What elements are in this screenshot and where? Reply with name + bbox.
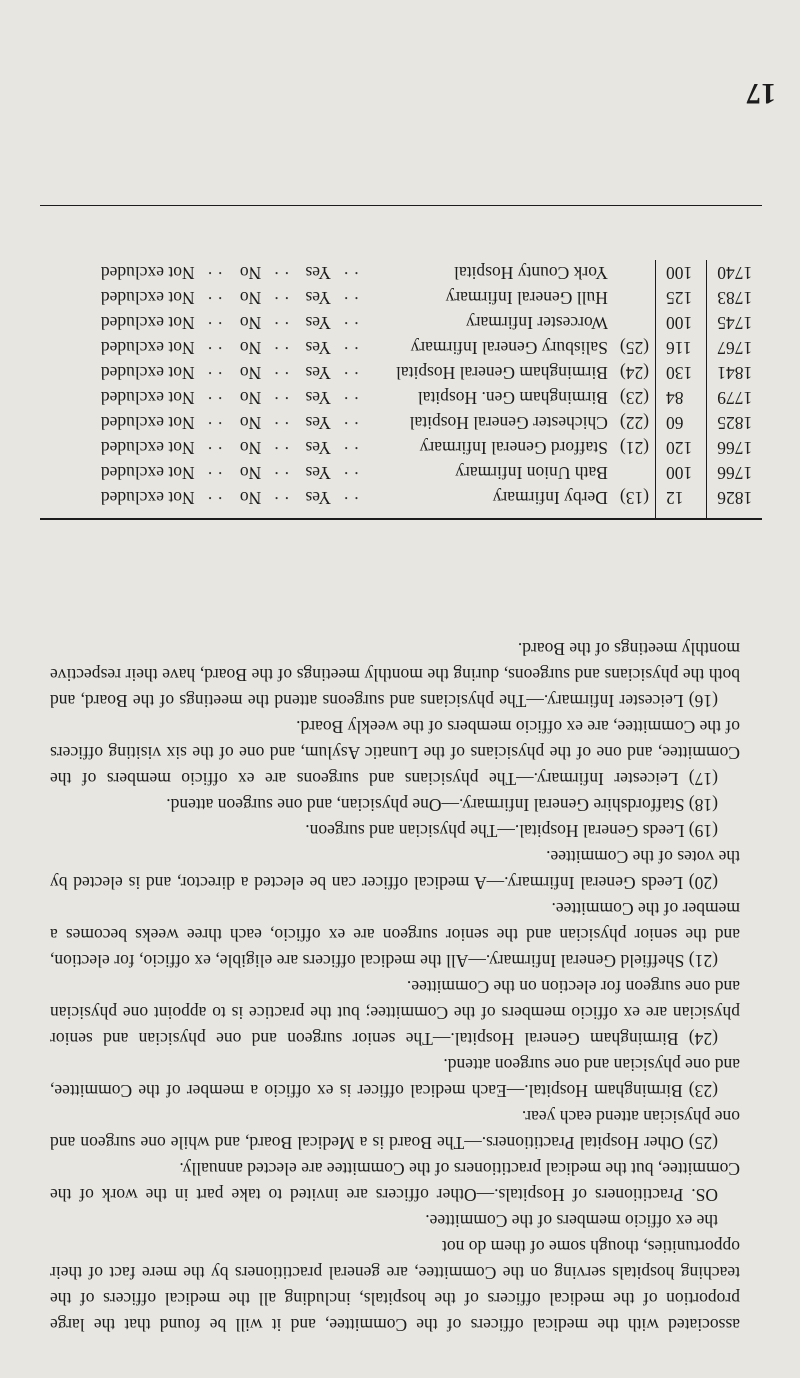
hospital-name-cell: Birmingham General Hospital [395, 363, 608, 383]
leader-dots: · · [273, 388, 290, 408]
status-cell: Not excluded [100, 288, 195, 308]
table-top-rule [40, 518, 762, 520]
table-row [41, 460, 763, 485]
leader-dots: · · [207, 338, 224, 358]
status-cell: Not excluded [100, 363, 195, 383]
leader-dots: · · [343, 463, 360, 483]
leader-dots: · · [207, 488, 224, 508]
paragraph: OS. Practitioners of Hospitals.—Other officers are invited to take part in the work of the Committee, but the medical practitioners of the Committee are elected annually. [50, 1159, 740, 1205]
status-cell: Not excluded [100, 388, 195, 408]
leader-dots: · · [207, 388, 224, 408]
count-cell: 100 [656, 310, 707, 335]
status-cell: Not excluded [100, 463, 195, 483]
no-cell: (24) [619, 363, 650, 383]
paragraph: (18) Staffordshire General Infirmary.—One physician, and one surgeon attend. [166, 795, 718, 815]
leader-dots: · · [273, 263, 290, 283]
answer-cell: No [239, 313, 262, 333]
table-row [41, 310, 763, 335]
status-cell: Not excluded [100, 263, 195, 283]
leader-dots: · · [343, 288, 360, 308]
no-cell: (22) [619, 413, 650, 433]
answer-cell: Yes [305, 363, 331, 383]
year-cell: 1766 [707, 435, 762, 460]
no-cell [614, 310, 656, 335]
count-cell: 125 [656, 285, 707, 310]
answer-cell: Yes [305, 263, 331, 283]
count-cell: 60 [656, 410, 707, 435]
hospital-name-cell: York County Hospital [454, 263, 608, 283]
answer-cell: Yes [305, 388, 331, 408]
answer-cell: Yes [305, 463, 331, 483]
paragraph: (24) Birmingham General Hospital.—The senior surgeon and one physician and senior physician are ex officio members of the Committee; but the practice is to appoint one physician and one surgeon for election on the Committee. [50, 977, 740, 1049]
leader-dots: · · [343, 263, 360, 283]
paragraph: (21) Sheffield General Infirmary.—All the medical officers are eligible, ex officio, for election, and the senior physician and the senior surgeon are ex officio, each three weeks becomes a member of the Committee. [50, 899, 740, 971]
hospital-name-cell: Stafford General Infirmary [419, 438, 608, 458]
year-cell: 1779 [707, 385, 762, 410]
leader-dots: · · [343, 488, 360, 508]
paragraph: associated with the medical officers of the Committee, and it will be found that the large proportion of the medical officers of the hospitals, including all the medical officers of the teaching hospitals serving on the Committee, are general practitioners by the mere fact of their opportunities, though some of them do not [50, 1237, 740, 1335]
answer-cell: No [239, 338, 262, 358]
answer-cell: Yes [305, 438, 331, 458]
year-cell: 1783 [707, 285, 762, 310]
no-cell [614, 285, 656, 310]
year-cell: 1766 [707, 460, 762, 485]
table-bottom-rule [40, 205, 762, 206]
leader-dots: · · [273, 338, 290, 358]
leader-dots: · · [273, 363, 290, 383]
leader-dots: · · [343, 438, 360, 458]
table-row [41, 260, 763, 285]
leader-dots: · · [207, 363, 224, 383]
answer-cell: No [239, 388, 262, 408]
table-row [41, 285, 763, 310]
year-cell: 1841 [707, 360, 762, 385]
leader-dots: · · [207, 288, 224, 308]
leader-dots: · · [343, 363, 360, 383]
answer-cell: No [239, 463, 262, 483]
year-cell: 1825 [707, 410, 762, 435]
table-row [41, 410, 763, 435]
answer-cell: Yes [305, 288, 331, 308]
count-cell: 100 [656, 460, 707, 485]
hospital-name-cell: Birmingham Gen. Hospital [417, 388, 608, 408]
count-cell: 120 [656, 435, 707, 460]
table-row [41, 335, 763, 360]
status-cell: Not excluded [100, 488, 195, 508]
hospital-name-cell: Chichester General Hospital [409, 413, 608, 433]
no-cell: (13) [619, 488, 650, 508]
no-cell: (23) [619, 388, 650, 408]
paragraph: (17) Leicester Infirmary.—The physicians and surgeons are ex officio members of the Committee, and one of the physicians of the Lunatic Asylum, and one of the six visiting officers of the Committee, are ex officio members of the weekly Board. [50, 717, 740, 789]
answer-cell: No [239, 288, 262, 308]
count-cell: 100 [656, 260, 707, 285]
answer-cell: No [239, 413, 262, 433]
table-row [41, 360, 763, 385]
hospital-name-cell: Salisbury General Infirmary [410, 338, 608, 358]
leader-dots: · · [207, 263, 224, 283]
leader-dots: · · [273, 288, 290, 308]
leader-dots: · · [207, 463, 224, 483]
paragraph: (16) Leicester Infirmary.—The physicians and surgeons attend the meetings of the Board, and both the physicians and surgeons, during the monthly meetings of the Board, have their respective monthly meetings of the Board. [50, 639, 740, 711]
leader-dots: · · [343, 338, 360, 358]
no-cell: (25) [619, 338, 650, 358]
no-cell: (21) [619, 438, 650, 458]
count-cell: 116 [656, 335, 707, 360]
status-cell: Not excluded [100, 438, 195, 458]
leader-dots: · · [273, 313, 290, 333]
answer-cell: Yes [305, 313, 331, 333]
count-cell: 84 [656, 385, 707, 410]
hospital-name-cell: Hull General Infirmary [445, 288, 608, 308]
hospital-name-cell: Worcester Infirmary [465, 313, 608, 333]
table-row [41, 385, 763, 410]
body-text [50, 636, 740, 1338]
leader-dots: · · [273, 438, 290, 458]
status-cell: Not excluded [100, 313, 195, 333]
leader-dots: · · [207, 438, 224, 458]
year-cell: 1740 [707, 260, 762, 285]
paragraph: (20) Leeds General Infirmary.—A medical officer can be elected a director, and is elected by the votes of the Committee. [50, 847, 740, 893]
leader-dots: · · [273, 413, 290, 433]
answer-cell: No [239, 363, 262, 383]
paragraph: (23) Birmingham Hospital.—Each medical officer is ex officio a member of the Committee, and one physician and one surgeon attend. [50, 1055, 740, 1101]
no-cell [614, 260, 656, 285]
answer-cell: No [239, 488, 262, 508]
answer-cell: Yes [305, 488, 331, 508]
status-cell: Not excluded [100, 338, 195, 358]
leader-dots: · · [273, 488, 290, 508]
leader-dots: · · [273, 463, 290, 483]
paragraph: (25) Other Hospital Practitioners.—The Board is a Medical Board, and while one surgeon and one physician attend each year. [50, 1107, 740, 1153]
leader-dots: · · [343, 413, 360, 433]
leader-dots: · · [207, 413, 224, 433]
table-row [41, 485, 763, 518]
year-cell: 1826 [707, 485, 762, 518]
no-cell [614, 460, 656, 485]
hospital-name-cell: Derby Infirmary [492, 488, 608, 508]
hospital-table [40, 260, 762, 518]
leader-dots: · · [207, 313, 224, 333]
year-cell: 1767 [707, 335, 762, 360]
answer-cell: Yes [305, 338, 331, 358]
paragraph: the ex officio members of the Committee. [425, 1211, 718, 1231]
answer-cell: No [239, 438, 262, 458]
paragraph: (19) Leeds General Hospital.—The physician and surgeon. [305, 821, 718, 841]
answer-cell: No [239, 263, 262, 283]
table-row [41, 435, 763, 460]
status-cell: Not excluded [100, 413, 195, 433]
hospital-name-cell: Bath Union Infirmary [455, 463, 608, 483]
leader-dots: · · [343, 313, 360, 333]
count-cell: 130 [656, 360, 707, 385]
page-number: 17 [746, 77, 776, 110]
leader-dots: · · [343, 388, 360, 408]
count-cell: 12 [656, 485, 707, 518]
year-cell: 1745 [707, 310, 762, 335]
answer-cell: Yes [305, 413, 331, 433]
